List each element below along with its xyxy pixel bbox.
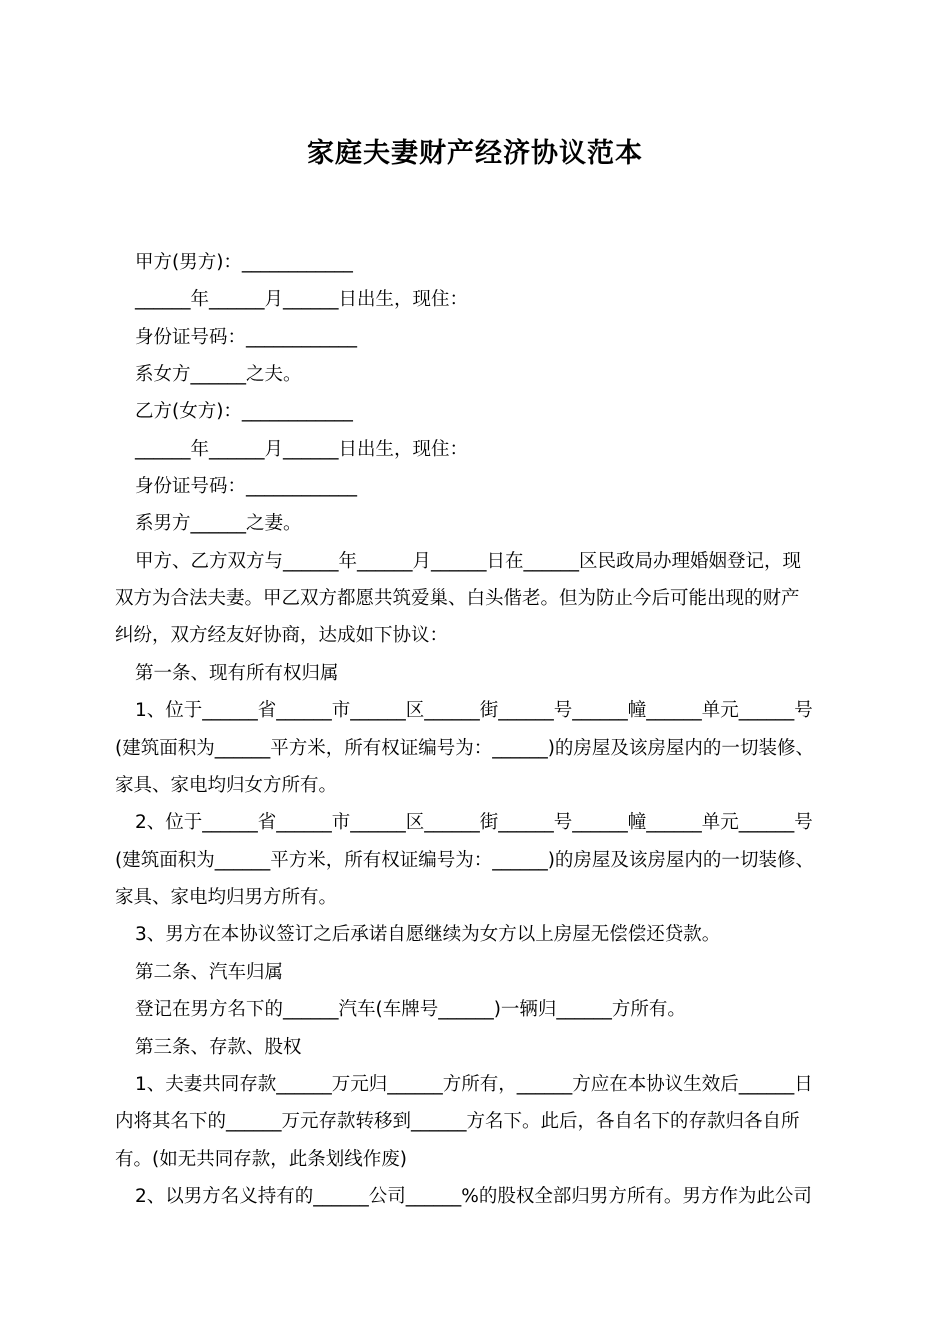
party-a-relation-line: 系女方______之夫。 <box>135 364 302 385</box>
article-1-item-2-line-1: 2、位于______省______市______区______街______号______幢______单元______号 <box>135 812 813 833</box>
article-3-item-1-line-1: 1、夫妻共同存款______万元归______方所有，______方应在本协议生效后______日 <box>135 1074 813 1095</box>
party-b-line: 乙方(女方)：____________ <box>135 401 353 422</box>
party-a-birth-line: ______年______月______日出生，现住： <box>135 289 469 310</box>
article-1-item-3: 3、男方在本协议签订之后承诺自愿继续为女方以上房屋无偿偿还贷款。 <box>135 924 721 945</box>
article-1-item-1-line-3: 家具、家电均归女方所有。 <box>115 775 338 796</box>
article-1-item-1-line-1: 1、位于______省______市______区______街______号______幢______单元______号 <box>135 700 813 721</box>
article-1-item-2-line-3: 家具、家电均归男方所有。 <box>115 887 338 908</box>
article-1-heading: 第一条、现有所有权归属 <box>135 663 339 684</box>
article-2-heading: 第二条、汽车归属 <box>135 962 284 983</box>
party-b-id-line: 身份证号码：____________ <box>135 476 358 497</box>
preamble-line-2: 双方为合法夫妻。甲乙双方都愿共筑爱巢、白头偕老。但为防止今后可能出现的财产 <box>115 588 800 609</box>
article-1-item-2-line-2: (建筑面积为______平方米，所有权证编号为：______)的房屋及该房屋内的一切装修、 <box>115 850 814 871</box>
document-title: 家庭夫妻财产经济协议范本 <box>307 138 643 169</box>
article-2-body: 登记在男方名下的______汽车(车牌号______)一辆归______方所有。 <box>135 999 686 1020</box>
article-3-heading: 第三条、存款、股权 <box>135 1037 302 1058</box>
party-a-id-line: 身份证号码：____________ <box>135 327 358 348</box>
preamble-line-3: 纠纷，双方经友好协商，达成如下协议： <box>115 625 449 646</box>
party-a-line: 甲方(男方)：____________ <box>135 252 353 273</box>
party-b-relation-line: 系男方______之妻。 <box>135 513 302 534</box>
party-b-birth-line: ______年______月______日出生，现住： <box>135 439 469 460</box>
article-3-item-1-line-2: 内将其名下的______万元存款转移到______方名下。此后，各自名下的存款归各自所 <box>115 1111 800 1132</box>
article-3-item-1-line-3: 有。(如无共同存款，此条划线作废) <box>115 1149 407 1170</box>
article-1-item-1-line-2: (建筑面积为______平方米，所有权证编号为：______)的房屋及该房屋内的一切装修、 <box>115 738 814 759</box>
preamble-line-1: 甲方、乙方双方与______年______月______日在______区民政局办理婚姻登记，现 <box>135 551 802 572</box>
article-3-item-2-line-1: 2、以男方名义持有的______公司______%的股权全部归男方所有。男方作为此公司 <box>135 1186 812 1207</box>
